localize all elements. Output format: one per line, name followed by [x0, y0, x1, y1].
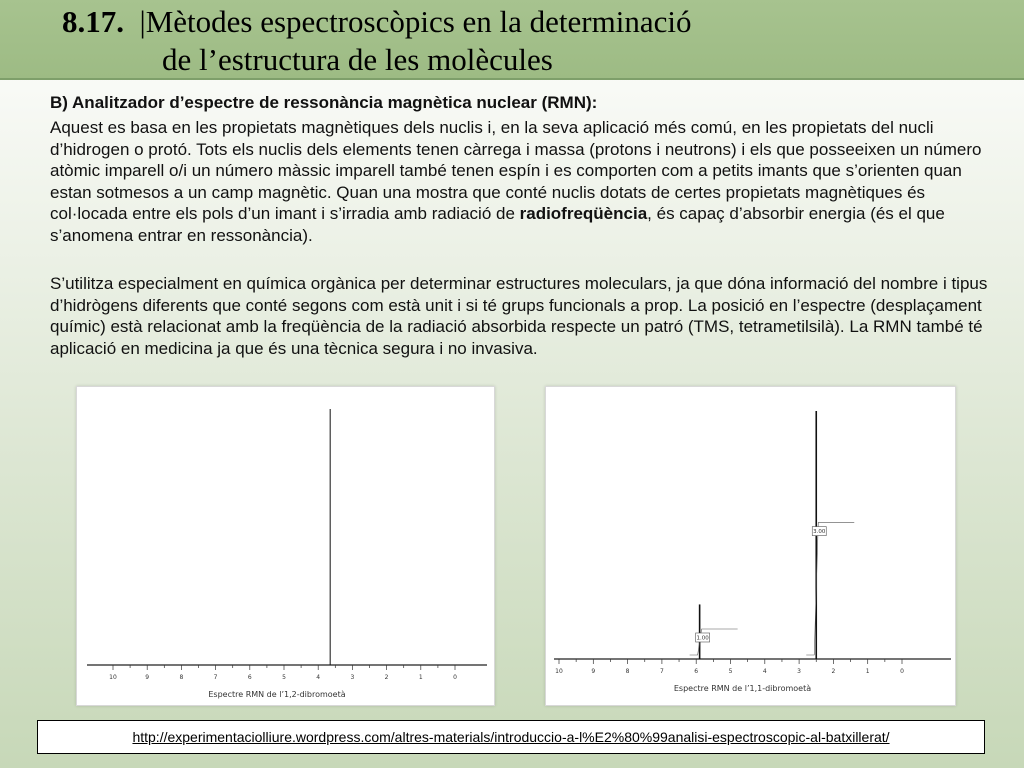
nmr-chart-1 [77, 387, 494, 705]
x-tick-label: 5 [728, 668, 733, 675]
title-text-line1: Mètodes espectroscòpics en la determinació [145, 4, 692, 39]
nmr-spectrum-1-1-dibromoethane [545, 386, 956, 706]
section-heading: B) Analitzador d’espectre de ressonància magnètica nuclear (RMN): [50, 93, 598, 112]
x-tick-label: 6 [694, 668, 699, 675]
x-tick-label: 4 [762, 668, 767, 675]
paragraph-2: S’utilitza especialment en química orgànica per determinar estructures moleculars, ja que dóna informació del nombre i tipus d’hidrògens diferents que conté segons com està unit i si té grups funcionals a prop. La posició en l’espectre (desplaçament químic) està relacionat amb la freqüència de la radiació absorbida respecte un patró (TMS, tetrametilsilà). La RMN també té aplicació en medicina ja que és una tècnica segura i no invasiva. [50, 274, 988, 358]
x-tick-label: 2 [384, 674, 389, 681]
x-tick-label: 9 [145, 674, 150, 681]
x-tick-label: 7 [213, 674, 218, 681]
x-tick-label: 0 [453, 674, 457, 681]
x-tick-label: 5 [282, 674, 286, 681]
paragraph-1-bold: radiofreqüència [519, 204, 648, 223]
x-tick-label: 10 [555, 668, 563, 675]
x-tick-label: 4 [316, 674, 321, 681]
x-tick-label: 1 [418, 674, 423, 681]
nmr-chart-2 [546, 387, 955, 705]
x-tick-label: 3 [350, 674, 355, 681]
spectrum-caption: Espectre RMN de l’1,1-dibromoetà [673, 684, 812, 693]
source-url-box [37, 720, 985, 754]
slide-title-line1 [62, 6, 691, 37]
paragraph-1 [50, 117, 995, 246]
x-tick-label: 1 [865, 668, 870, 675]
x-tick-label: 8 [625, 668, 630, 675]
paragraph-1-text-b: , és capaç d’absorbir energia (és el que s’anomena entrar en ressonància). [50, 204, 945, 245]
x-tick-label: 2 [831, 668, 836, 675]
spectrum-caption: Espectre RMN de l’1,2-dibromoetà [208, 690, 346, 699]
title-bar [0, 0, 1024, 80]
x-tick-label: 9 [591, 668, 596, 675]
x-tick-label: 8 [179, 674, 184, 681]
slide-title-line2: de l’estructura de les molècules [162, 42, 553, 77]
integration-curve [806, 523, 854, 655]
x-tick-label: 6 [247, 674, 252, 681]
x-tick-label: 7 [659, 668, 664, 675]
slide-number: 8.17. [62, 4, 124, 39]
title-separator: | [139, 4, 146, 39]
integration-label: 3.00 [813, 529, 826, 536]
nmr-spectrum-1-2-dibromoethane [76, 386, 495, 706]
paragraph-1-text-a: Aquest es basa en les propietats magnètiques dels nuclis i, en la seva aplicació més comú, en les propietats del nucli d’hidrogen o protó. Tots els nuclis dels elements tenen càrrega i massa (protons i neutrons) i els que posseeixen un número atòmic imparell o/i un número màssic imparell també tenen espín i es comporten com a petits imants que s’orienten quan estan sotmesos a un camp magnètic. Quan una mostra que conté nuclis dotats de certes propietats magnètiques és col·locada entre els pols d’un imant i s’irradia amb radiació de [50, 118, 982, 223]
x-tick-label: 10 [109, 674, 117, 681]
integration-label: 1.00 [696, 635, 709, 642]
x-tick-label: 0 [900, 668, 904, 675]
x-tick-label: 3 [797, 668, 802, 675]
source-url-link[interactable]: http://experimentaciolliure.wordpress.com/altres-materials/introduccio-a-l%E2%80%99analisi-espectroscopic-al-batxillerat/ [132, 729, 890, 745]
